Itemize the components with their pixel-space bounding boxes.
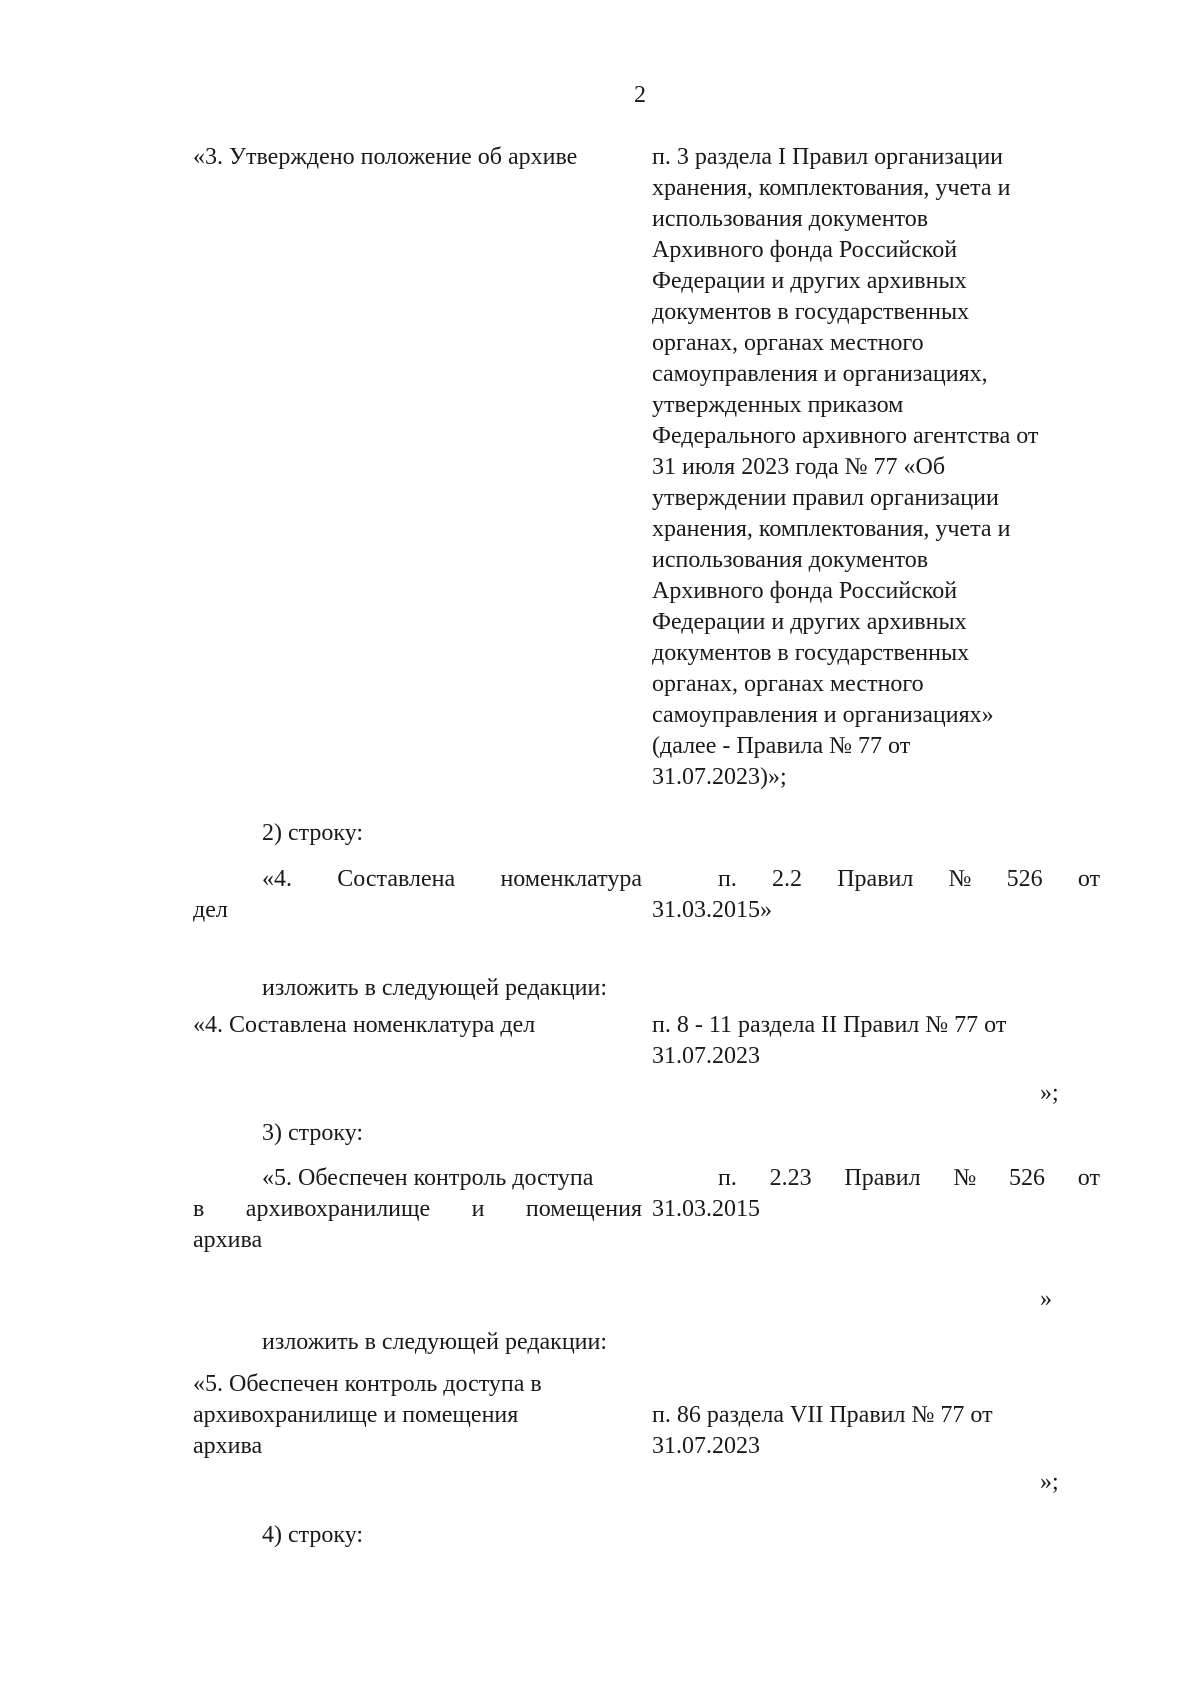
row3-right-line: самоуправления и организациях» (652, 702, 994, 728)
item2-old-right-word: Правил (837, 866, 914, 892)
item3-old-right-word: 2.23 (769, 1165, 812, 1191)
item3-old-left-word: в (193, 1196, 205, 1222)
item4-label: 4) строку: (262, 1522, 364, 1548)
item2-old-right-line1 (718, 864, 1100, 895)
row3-right-line: Федерации и других архивных (652, 609, 967, 635)
item3-old-left-line1: «5. Обеспечен контроль доступа (262, 1165, 594, 1191)
item2-old-left-line1 (262, 864, 642, 895)
row3-right-line: хранения, комплектования, учета и (652, 175, 1011, 201)
row3-right-text (652, 142, 1102, 793)
row3-right-line: Федерального архивного агентства от (652, 423, 1039, 449)
row3-right-line: использования документов (652, 206, 929, 232)
item2-old-right-word: п. (718, 866, 737, 892)
item3-new-left (193, 1369, 643, 1462)
row3-right-line: хранения, комплектования, учета и (652, 516, 1011, 542)
row3-right-line: (далее - Правила № 77 от (652, 733, 911, 759)
item2-closing-quote: »; (1040, 1080, 1059, 1106)
row3-right-line: утвержденных приказом (652, 392, 904, 418)
item3-old-right-word: Правил (844, 1165, 921, 1191)
item3-new-left-line: архивохранилище и помещения (193, 1402, 519, 1428)
item2-old-right-word: № (948, 866, 972, 892)
item3-old-closing-quote: » (1040, 1286, 1052, 1312)
item3-label: 3) строку: (262, 1120, 364, 1146)
item3-old-left-line3: архива (193, 1227, 263, 1253)
item2-old-left-word: номенклатура (500, 866, 642, 892)
item3-old-right-word: № (953, 1165, 977, 1191)
item3-old-left-word: помещения (525, 1196, 642, 1222)
row3-right-line: самоуправления и организациях, (652, 361, 988, 387)
item3-closing-quote: »; (1040, 1469, 1059, 1495)
row3-right-line: органах, органах местного (652, 671, 924, 697)
row3-right-line: органах, органах местного (652, 330, 924, 356)
item2-label: 2) строку: (262, 820, 364, 846)
item2-old-right-line2: 31.03.2015» (652, 897, 772, 923)
item3-new-right-line1: п. 86 раздела VII Правил № 77 от (652, 1402, 993, 1428)
row3-right-line: п. 3 раздела I Правил организации (652, 144, 1004, 170)
item2-old-left-word: Составлена (337, 866, 456, 892)
page-number: 2 (634, 82, 646, 108)
item3-old-right-word: от (1077, 1165, 1100, 1191)
item3-new-right-line2: 31.07.2023 (652, 1433, 760, 1459)
item2-new-right-line2: 31.07.2023 (652, 1043, 760, 1069)
row3-right-line: Архивного фонда Российской (652, 578, 958, 604)
item2-new-right-line1: п. 8 - 11 раздела II Правил № 77 от (652, 1012, 1007, 1038)
row3-right-line: Федерации и других архивных (652, 268, 967, 294)
item3-old-right-word: п. (718, 1165, 737, 1191)
item3-old-right-line2: 31.03.2015 (652, 1196, 760, 1222)
item3-old-left-word: и (471, 1196, 485, 1222)
item3-new-left-line: «5. Обеспечен контроль доступа в (193, 1371, 542, 1397)
row3-right-line: использования документов (652, 547, 929, 573)
row3-left-text: «3. Утверждено положение об архиве (193, 144, 578, 170)
item2-instruction: изложить в следующей редакции: (262, 975, 608, 1001)
row3-right-line: 31 июля 2023 года № 77 «Об (652, 454, 946, 480)
row3-right-line: документов в государственных (652, 299, 970, 325)
row3-right-line: документов в государственных (652, 640, 970, 666)
row3-right-line: 31.07.2023)»; (652, 764, 787, 790)
item2-old-left-word: «4. (262, 866, 292, 892)
row3-right-line: утверждении правил организации (652, 485, 999, 511)
item3-old-right-word: 526 (1009, 1165, 1046, 1191)
item2-old-right-word: от (1077, 866, 1100, 892)
item3-old-right-line1 (718, 1163, 1100, 1194)
item3-old-left-word: архивохранилище (245, 1196, 431, 1222)
item3-instruction: изложить в следующей редакции: (262, 1329, 608, 1355)
item2-old-right-word: 2.2 (772, 866, 803, 892)
item3-new-left-line: архива (193, 1433, 263, 1459)
item2-new-left: «4. Составлена номенклатура дел (193, 1012, 536, 1038)
item3-old-left-line2 (193, 1194, 642, 1225)
row3-right-line: Архивного фонда Российской (652, 237, 958, 263)
item2-old-right-word: 526 (1006, 866, 1043, 892)
item2-old-left-line2: дел (193, 897, 228, 923)
